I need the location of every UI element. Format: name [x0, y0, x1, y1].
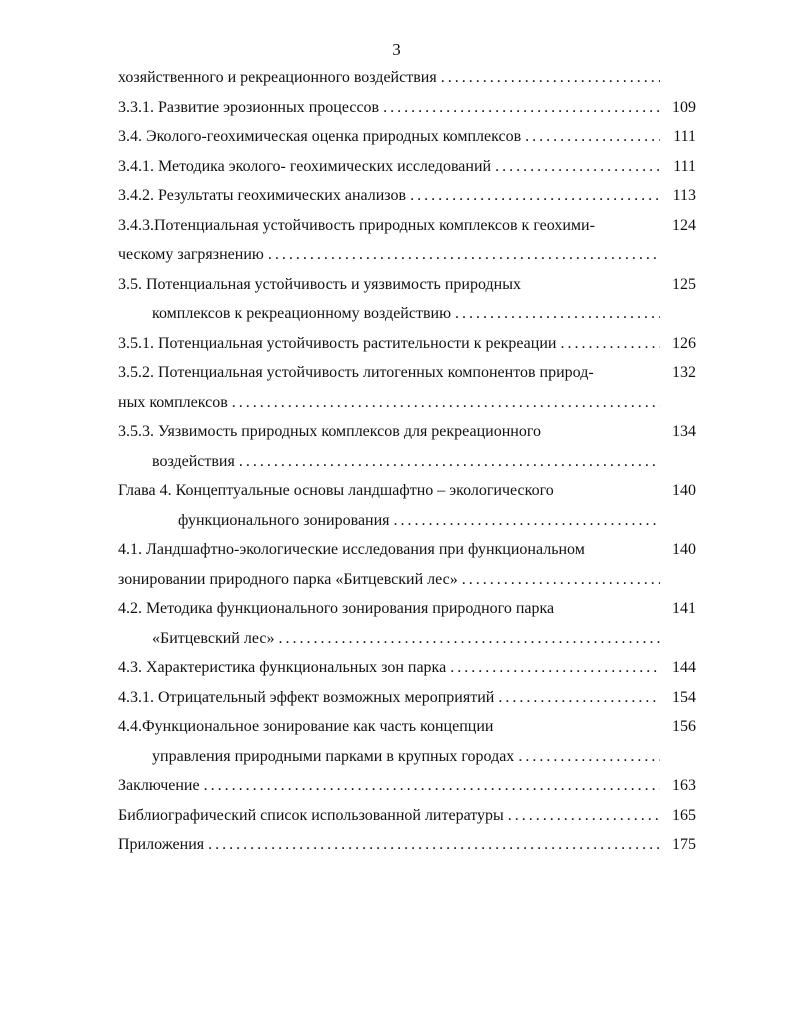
toc-entry-text: Глава 4. Концептуальные основы ландшафтно – экологического [118, 482, 554, 499]
toc-entry [118, 653, 696, 683]
toc-page-number: 134 [672, 423, 696, 440]
toc-entry-text: зонировании природного парка «Битцевский лес» [118, 570, 458, 588]
toc-entry [118, 152, 696, 182]
toc-entry [118, 181, 696, 211]
toc-entry-text: функционального зонирования [178, 511, 390, 529]
page-number: 3 [392, 40, 401, 59]
leader-dots [274, 624, 660, 654]
toc-page-number: 163 [672, 777, 696, 794]
toc-page-number: 140 [672, 482, 696, 499]
leader-dots [446, 653, 660, 683]
toc-page-number: 140 [672, 541, 696, 558]
toc-entry [118, 329, 696, 359]
toc-entry [118, 122, 696, 152]
leader-dots [406, 181, 660, 211]
toc-page-number: 113 [672, 187, 696, 204]
toc-entry-text: Заключение [118, 777, 200, 794]
toc-page-number: 111 [673, 128, 696, 145]
leader-dots [437, 63, 660, 93]
toc-entry-text: 4.1. Ландшафтно-экологические исследования при функциональном [118, 541, 585, 558]
toc-entry-text: 4.4.Функциональное зонирование как часть концепции [118, 718, 494, 735]
toc-entry-text: 3.3.1. Развитие эрозионных процессов [118, 98, 380, 116]
leader-dots [514, 742, 660, 772]
toc-entry [118, 771, 696, 801]
toc-entry [118, 358, 696, 417]
leader-dots [390, 506, 660, 536]
toc-entry-text: хозяйственного и рекреационного воздействия [118, 69, 437, 86]
toc-entry-text: 3.4. Эколого-геохимическая оценка природных комплексов [118, 128, 522, 145]
toc-page-number: 141 [672, 600, 696, 617]
toc-page-number: 165 [672, 806, 696, 824]
leader-dots [451, 299, 660, 329]
leader-dots [264, 240, 660, 270]
toc-entry-text: 3.4.3.Потенциальная устойчивость природных комплексов к геохими- [118, 216, 595, 234]
toc-entry [118, 270, 696, 329]
toc-entry-text: воздействия [152, 452, 235, 470]
leader-dots [200, 771, 660, 801]
toc-page-number: 144 [672, 659, 696, 676]
toc-entry [118, 594, 696, 653]
toc-page-number: 109 [672, 98, 696, 116]
leader-dots [556, 329, 660, 359]
toc-entry [118, 712, 696, 771]
toc-entry [118, 211, 696, 270]
toc-entry-text: 4.3. Характеристика функциональных зон парка [118, 659, 447, 676]
toc-entry-text: ческому загрязнению [118, 246, 264, 263]
toc-entry-text: комплексов к рекреационному воздействию [152, 305, 452, 322]
toc-entry-text: управления природными парками в крупных городах [152, 747, 515, 765]
toc-entry [118, 683, 696, 713]
toc-entry-text: 3.4.1. Методика эколого- геохимических исследований [118, 157, 492, 175]
table-of-contents [118, 63, 696, 860]
leader-dots [379, 93, 660, 123]
toc-page-number: 132 [672, 364, 696, 381]
toc-page-number: 111 [673, 157, 696, 175]
leader-dots [204, 830, 660, 860]
leader-dots [458, 565, 660, 595]
toc-page-number: 126 [672, 334, 696, 352]
toc-entry-text: Приложения [118, 836, 205, 853]
toc-entry-text: 4.2. Методика функционального зонирования природного парка [118, 600, 555, 617]
toc-entry [118, 830, 696, 860]
leader-dots [235, 447, 660, 477]
leader-dots [228, 388, 660, 418]
leader-dots [521, 122, 660, 152]
toc-entry [118, 417, 696, 476]
toc-entry [118, 535, 696, 594]
toc-entry [118, 476, 696, 535]
toc-entry-text: 3.5. Потенциальная устойчивость и уязвимость природных [118, 275, 521, 293]
toc-entry-text: 3.5.2. Потенциальная устойчивость литогенных компонентов природ- [118, 364, 594, 381]
toc-entry-text: ных комплексов [118, 393, 228, 411]
toc-entry [118, 63, 696, 93]
toc-entry-text: 3.5.3. Уязвимость природных комплексов для рекреационного [118, 423, 541, 440]
toc-entry-text: «Битцевский лес» [152, 629, 275, 647]
toc-page-number: 154 [672, 688, 696, 706]
toc-page-number: 175 [672, 836, 696, 853]
toc-entry [118, 93, 696, 123]
toc-entry-text: Библиографический список использованной литературы [118, 806, 504, 824]
toc-entry [118, 801, 696, 831]
toc-page-number: 156 [672, 718, 696, 735]
toc-entry-text: 4.3.1. Отрицательный эффект возможных мероприятий [118, 688, 495, 706]
leader-dots [494, 683, 660, 713]
toc-entry-text: 3.4.2. Результаты геохимических анализов [118, 187, 407, 204]
toc-page-number: 124 [672, 216, 696, 234]
leader-dots [491, 152, 660, 182]
toc-entry-text: 3.5.1. Потенциальная устойчивость растительности к рекреации [118, 334, 557, 352]
toc-page-number: 125 [672, 275, 696, 293]
leader-dots [504, 801, 660, 831]
